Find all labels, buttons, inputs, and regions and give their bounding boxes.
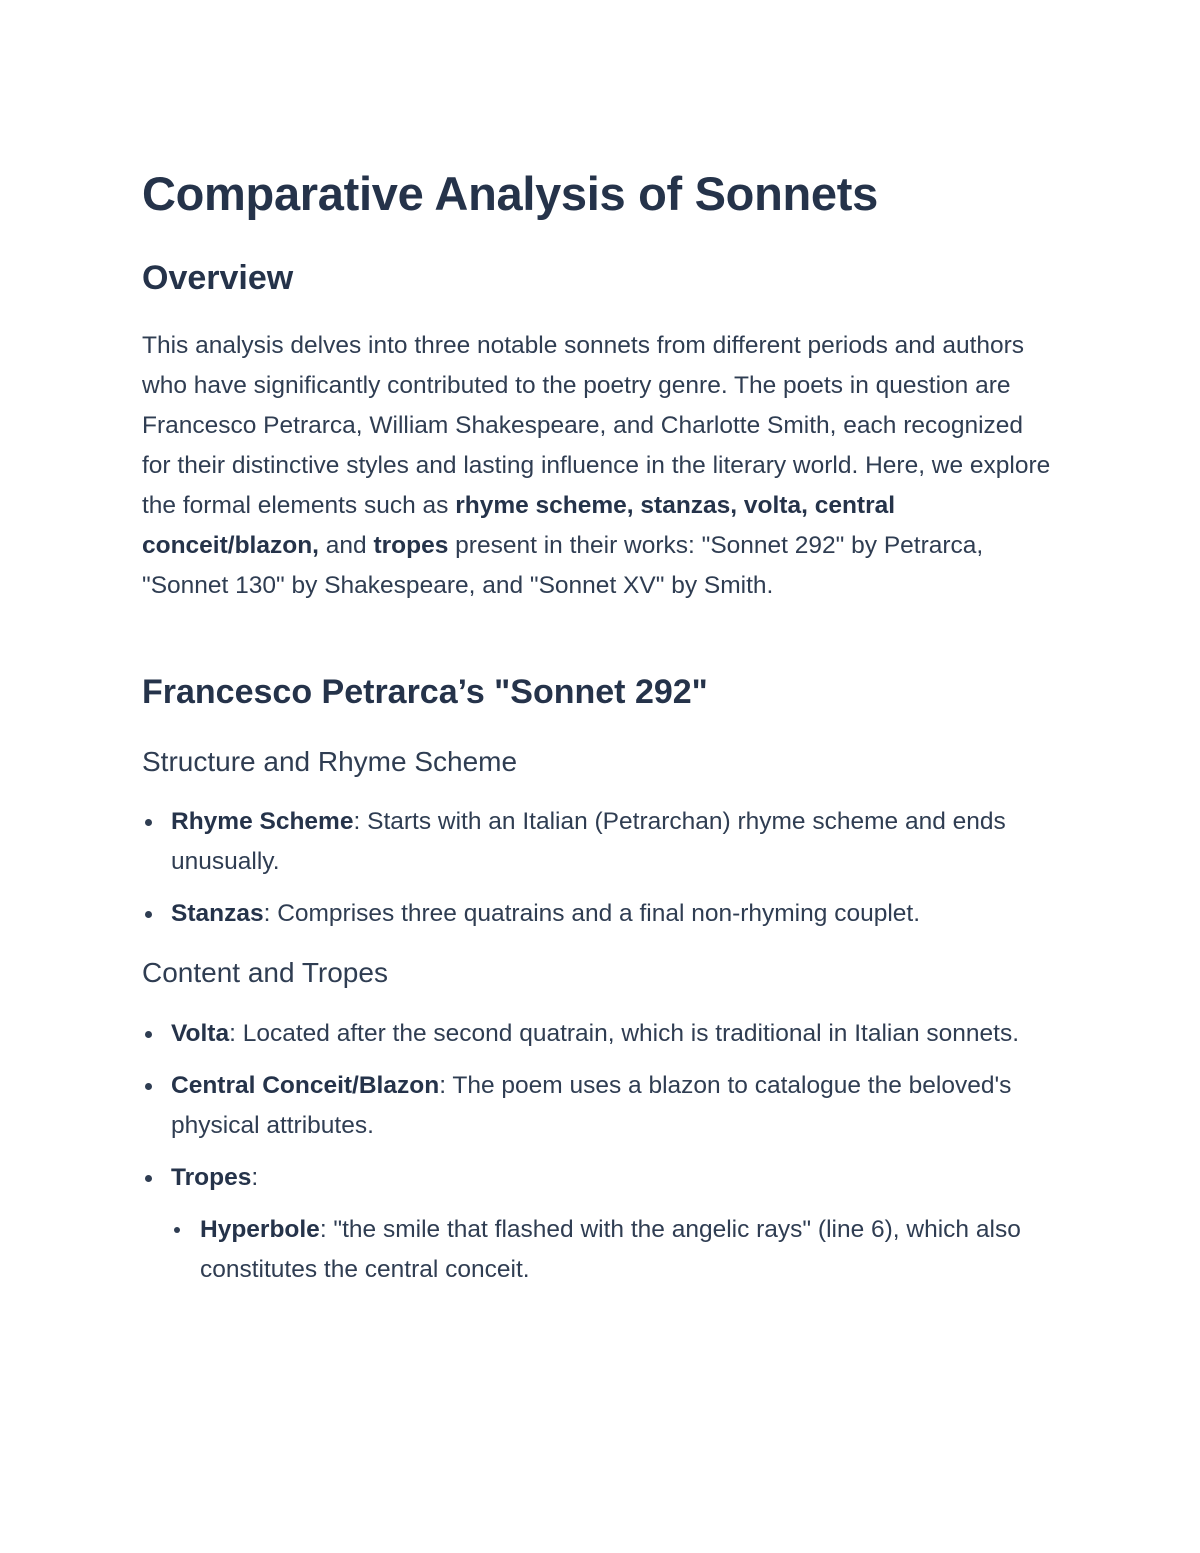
bullet-icon bbox=[145, 819, 152, 826]
document-title: Comparative Analysis of Sonnets bbox=[142, 167, 878, 220]
tropes-sublist bbox=[171, 1210, 1052, 1290]
bullet-icon bbox=[145, 1175, 152, 1182]
petrarca-heading: Francesco Petrarca’s "Sonnet 292" bbox=[142, 673, 708, 711]
item-term: Hyperbole bbox=[200, 1216, 320, 1243]
structure-heading: Structure and Rhyme Scheme bbox=[142, 746, 518, 777]
item-term: Tropes bbox=[171, 1164, 252, 1191]
list-item bbox=[142, 1014, 1052, 1054]
item-term: Stanzas bbox=[171, 900, 264, 927]
item-term: Rhyme Scheme bbox=[171, 808, 354, 835]
item-text: : The poem uses a blazon to catalogue the beloved's physical attributes. bbox=[171, 1072, 1012, 1139]
structure-list bbox=[142, 802, 1052, 934]
overview-text-3: present in their works: "Sonnet 292" by Petrarca, "Sonnet 130" by Shakespeare, and "Sonnet XV" by Smith. bbox=[142, 532, 984, 599]
content-heading: Content and Tropes bbox=[142, 957, 388, 988]
bullet-icon bbox=[145, 1083, 152, 1090]
item-term: Central Conceit/Blazon bbox=[171, 1072, 440, 1099]
list-item bbox=[142, 1158, 1052, 1290]
item-text: : Comprises three quatrains and a final non-rhyming couplet. bbox=[263, 900, 920, 927]
sub-list-item bbox=[171, 1210, 1052, 1290]
overview-text-2: and bbox=[318, 532, 374, 559]
content-list bbox=[142, 1014, 1052, 1290]
item-text: : Located after the second quatrain, which is traditional in Italian sonnets. bbox=[229, 1020, 1020, 1047]
overview-bold-1: rhyme scheme, stanzas, volta, central conceit/blazon, bbox=[142, 492, 896, 559]
overview-bold-2: tropes bbox=[373, 532, 449, 559]
list-item bbox=[142, 894, 1052, 934]
overview-text-1: This analysis delves into three notable sonnets from different periods and authors who have significantly contributed to the poetry genre. The poets in question are Francesco Petrarca, William Shakespeare, and Charlotte Smith, each recognized for their distinctive styles and lasting influence in the literary world. Here, we explore the formal elements such as bbox=[142, 332, 1051, 519]
item-text: : Starts with an Italian (Petrarchan) rhyme scheme and ends unusually. bbox=[171, 808, 1006, 875]
bullet-icon bbox=[145, 911, 152, 918]
overview-heading: Overview bbox=[142, 259, 294, 297]
bullet-icon bbox=[174, 1227, 180, 1233]
list-item bbox=[142, 1066, 1052, 1146]
list-item bbox=[142, 802, 1052, 882]
item-term: Volta bbox=[171, 1020, 230, 1047]
overview-paragraph bbox=[142, 326, 1052, 606]
item-text: : bbox=[251, 1164, 259, 1191]
item-text: : "the smile that flashed with the angelic rays" (line 6), which also constitutes the central conceit. bbox=[200, 1216, 1021, 1283]
bullet-icon bbox=[145, 1031, 152, 1038]
